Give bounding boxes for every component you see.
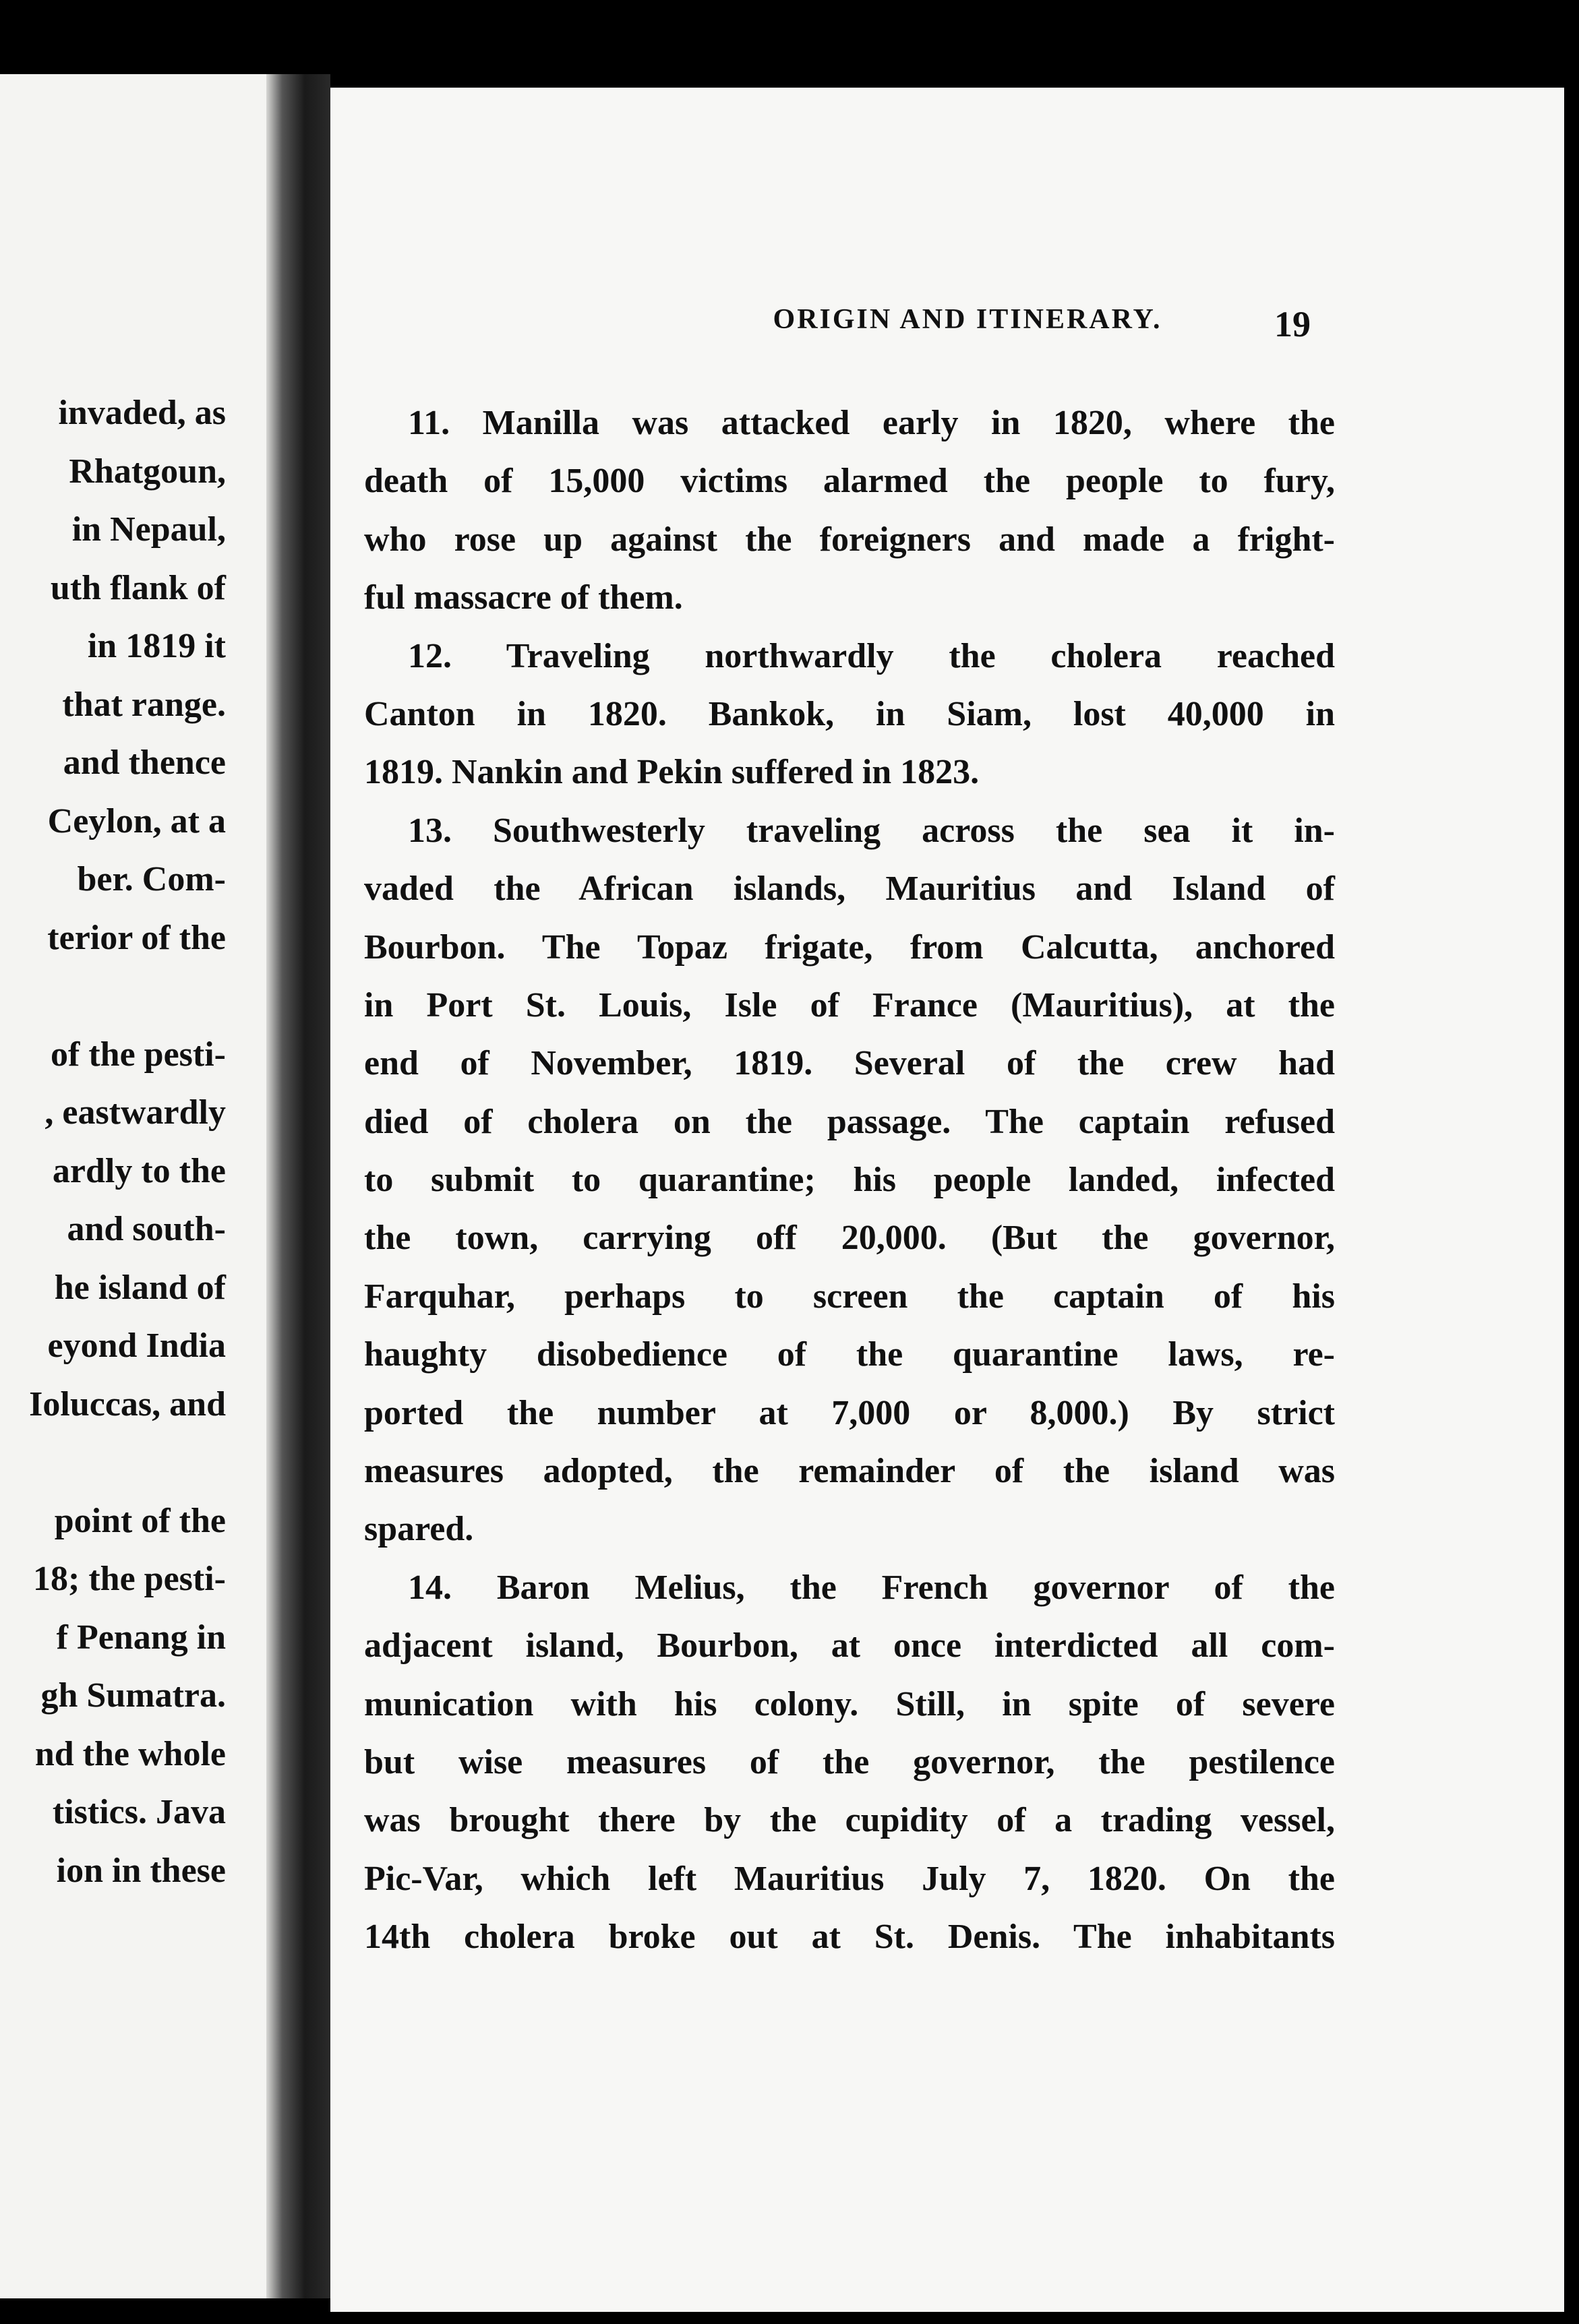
left-line: 18; the pesti- [33, 1560, 226, 1598]
paragraph-line: ful massacre of them. [364, 578, 683, 617]
paragraph-line: 12. Traveling northwardly the cholera reached [408, 636, 1335, 675]
paragraph-line: death of 15,000 victims alarmed the people to fury, [364, 462, 1335, 501]
left-line: Rhatgoun, [69, 452, 226, 491]
left-line [0, 967, 226, 1026]
left-page-text [0, 384, 226, 1900]
book-gutter [266, 74, 330, 2298]
left-line: of the pesti- [51, 1035, 226, 1074]
left-line: terior of the [47, 918, 226, 957]
paragraph-line: in Port St. Louis, Isle of France (Mauritius), at the [364, 985, 1335, 1025]
left-line: that range. [62, 685, 226, 724]
left-line: he island of [54, 1268, 226, 1307]
left-line: in 1819 it [87, 627, 226, 665]
left-line: eyond India [47, 1326, 226, 1365]
paragraph-line: 14th cholera broke out at St. Denis. The inhabitants [364, 1918, 1335, 1957]
paragraph-line: spared. [364, 1510, 474, 1549]
paragraph-line: the town, carrying off 20,000. (But the governor, [364, 1219, 1335, 1258]
paragraph-line: 13. Southwesterly traveling across the sea it in- [408, 811, 1335, 850]
paragraph-line: was brought there by the cupidity of a trading vessel, [364, 1801, 1335, 1840]
paragraph-line: 1819. Nankin and Pekin suffered in 1823. [364, 753, 980, 792]
left-line: tistics. Java [52, 1793, 226, 1831]
paragraph-line: to submit to quarantine; his people landed, infected [364, 1161, 1335, 1200]
running-head: ORIGIN AND ITINERARY. [773, 304, 1162, 335]
left-line: Ioluccas, and [29, 1384, 226, 1424]
page-body [364, 394, 1335, 1967]
left-line: ber. Com- [77, 860, 226, 898]
paragraph-line: died of cholera on the passage. The captain refused [364, 1102, 1335, 1141]
paragraph-line: measures adopted, the remainder of the island was [364, 1452, 1335, 1491]
paragraph-line: 14. Baron Melius, the French governor of the [408, 1568, 1335, 1607]
left-line: point of the [54, 1501, 226, 1540]
left-line: , eastwardly [44, 1093, 226, 1132]
paragraph-line: haughty disobedience of the quarantine laws, re- [364, 1335, 1335, 1374]
left-line: nd the whole [34, 1734, 226, 1773]
paragraph-line: Bourbon. The Topaz frigate, from Calcutta, anchored [364, 927, 1335, 967]
right-page [330, 88, 1564, 2312]
paragraph-line: ported the number at 7,000 or 8,000.) By strict [364, 1393, 1335, 1432]
paragraph-line: adjacent island, Bourbon, at once interdicted all com- [364, 1626, 1335, 1665]
left-line: ion in these [56, 1851, 226, 1890]
left-line: invaded, as [58, 394, 226, 432]
paragraph-line: who rose up against the foreigners and made a fright- [364, 520, 1335, 559]
left-line: Ceylon, at a [47, 801, 226, 840]
left-line [0, 1434, 226, 1492]
left-line: f Penang in [56, 1618, 226, 1657]
paragraph-line: Canton in 1820. Bankok, in Siam, lost 40,000 in [364, 694, 1335, 733]
left-line: gh Sumatra. [40, 1676, 226, 1715]
left-page [0, 74, 266, 2298]
left-line: uth flank of [50, 568, 226, 607]
paragraph-line: Pic-Var, which left Mauritius July 7, 1820. On the [364, 1859, 1335, 1898]
left-line: ardly to the [52, 1151, 226, 1190]
page-number: 19 [1274, 304, 1311, 344]
paragraph-line: munication with his colony. Still, in spite of severe [364, 1684, 1335, 1723]
left-line: and thence [63, 743, 226, 782]
paragraph-line: Farquhar, perhaps to screen the captain of his [364, 1277, 1335, 1316]
paragraph-line: end of November, 1819. Several of the crew had [364, 1044, 1335, 1083]
paragraph-line: but wise measures of the governor, the pestilence [364, 1742, 1335, 1781]
paragraph-line: vaded the African islands, Mauritius and Island of [364, 869, 1335, 909]
left-line: and south- [67, 1210, 226, 1248]
left-line: in Nepaul, [71, 510, 226, 549]
paragraph-line: 11. Manilla was attacked early in 1820, where the [408, 404, 1335, 442]
